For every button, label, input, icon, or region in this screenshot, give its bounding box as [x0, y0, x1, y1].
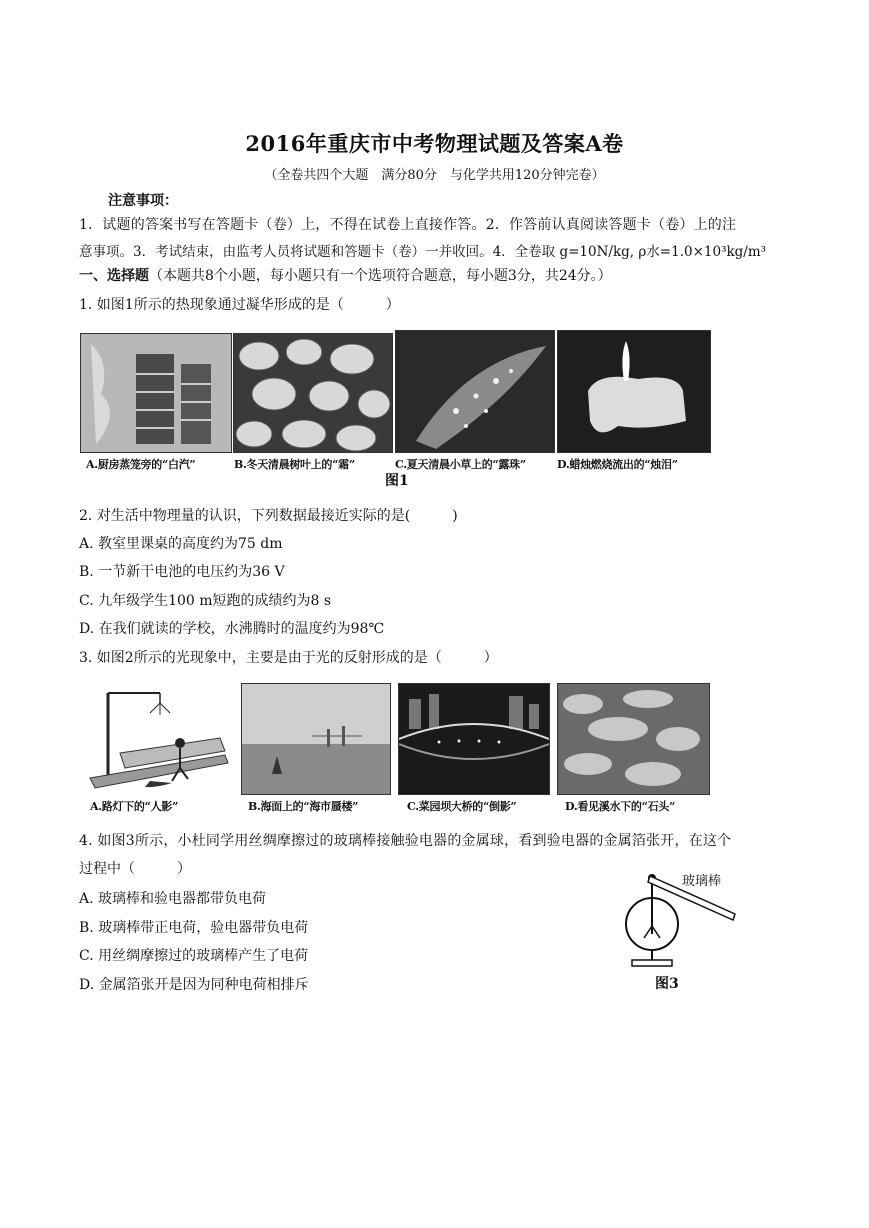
- exam-title: 2016年重庆市中考物理试题及答案A卷: [245, 131, 624, 156]
- figure1-photo-c: [395, 330, 555, 453]
- exam-subtitle: （全卷共四个大题 满分80分 与化学共用120分钟完卷）: [264, 168, 605, 183]
- candle-image: [558, 331, 710, 452]
- figure2-photo-c: [398, 683, 550, 795]
- stream-stones-image: [558, 684, 709, 794]
- figure1-caption-d: D.蜡烛燃烧流出的“烛泪”: [557, 458, 678, 471]
- question-4-option-c: C. 用丝绸摩擦过的玻璃棒产生了电荷: [79, 948, 309, 964]
- figure1-caption-c: C.夏天清晨小草上的“露珠”: [395, 458, 526, 471]
- notes-line-2: 意事项。3．考试结束，由监考人员将试题和答题卡（卷）一并收回。4．全卷取 g=10N/kg, ρ水=1.0×10³kg/m³: [79, 244, 767, 260]
- figure1-photo-b: [233, 333, 393, 453]
- question-2-option-b: B. 一节新干电池的电压约为36 V: [79, 564, 285, 580]
- figure1-caption-b: B.冬天清晨树叶上的“霜”: [234, 458, 355, 471]
- streetlamp-shadow-image: [80, 683, 232, 795]
- notes-heading: 注意事项：: [108, 193, 178, 209]
- question-2-option-d: D. 在我们就读的学校，水沸腾时的温度约为98℃: [79, 621, 385, 637]
- notes-line-1: 1．试题的答案书写在答题卡（卷）上，不得在试卷上直接作答。2．作答前认真阅读答题卡（卷）上的注: [79, 217, 737, 233]
- figure2-caption-d: D.看见溪水下的“石头”: [565, 800, 676, 813]
- figure2-caption-c: C.菜园坝大桥的“倒影”: [407, 800, 517, 813]
- figure3-label: 图3: [655, 976, 679, 992]
- steamer-image: [81, 334, 231, 452]
- figure2-caption-b: B.海面上的“海市蜃楼”: [248, 800, 359, 813]
- question-4-option-b: B. 玻璃棒带正电荷，验电器带负电荷: [79, 920, 309, 936]
- figure2-photo-d: [557, 683, 710, 795]
- section-heading-row: [79, 265, 612, 285]
- question-3-stem: 3. 如图2所示的光现象中，主要是由于光的反射形成的是（ ）: [79, 650, 498, 666]
- section-description: （本题共8个小题，每小题只有一个选项符合题意，每小题3分，共24分。）: [149, 268, 612, 284]
- figure2-drawing-a: [80, 683, 232, 795]
- figure1-caption-a: A.厨房蒸笼旁的“白汽”: [86, 458, 196, 471]
- frost-leaves-image: [234, 334, 392, 452]
- figure3-electroscope: [620, 864, 740, 974]
- figure1-photo-d: [557, 330, 711, 453]
- question-2-option-a: A. 教室里课桌的高度约为75 dm: [79, 536, 283, 552]
- electroscope-drawing: [620, 864, 740, 974]
- figure2-photo-b: [241, 683, 391, 795]
- question-2-stem: 2. 对生活中物理量的认识，下列数据最接近实际的是( ): [79, 508, 458, 524]
- question-1-stem: 1. 如图1所示的热现象通过凝华形成的是（ ）: [79, 297, 400, 313]
- figure2-caption-a: A.路灯下的“人影”: [90, 800, 179, 813]
- figure1-label: 图1: [385, 473, 409, 489]
- figure1-photo-a: [80, 333, 232, 453]
- question-4-option-d: D. 金属箔张开是因为同种电荷相排斥: [79, 977, 309, 993]
- dew-grass-image: [396, 331, 554, 452]
- section-heading: 一、选择题: [79, 268, 149, 284]
- figure3-glass-rod-label: 玻璃棒: [682, 874, 722, 889]
- question-4-stem-line-1: 4. 如图3所示，小杜同学用丝绸摩擦过的玻璃棒接触验电器的金属球，看到验电器的金属箔张开，在这个: [79, 833, 732, 849]
- question-4-option-a: A. 玻璃棒和验电器都带负电荷: [79, 891, 267, 907]
- bridge-reflection-image: [399, 684, 549, 794]
- mirage-image: [242, 684, 390, 794]
- question-2-option-c: C. 九年级学生100 m短跑的成绩约为8 s: [79, 593, 332, 609]
- question-4-stem-line-2: 过程中（ ）: [79, 861, 191, 877]
